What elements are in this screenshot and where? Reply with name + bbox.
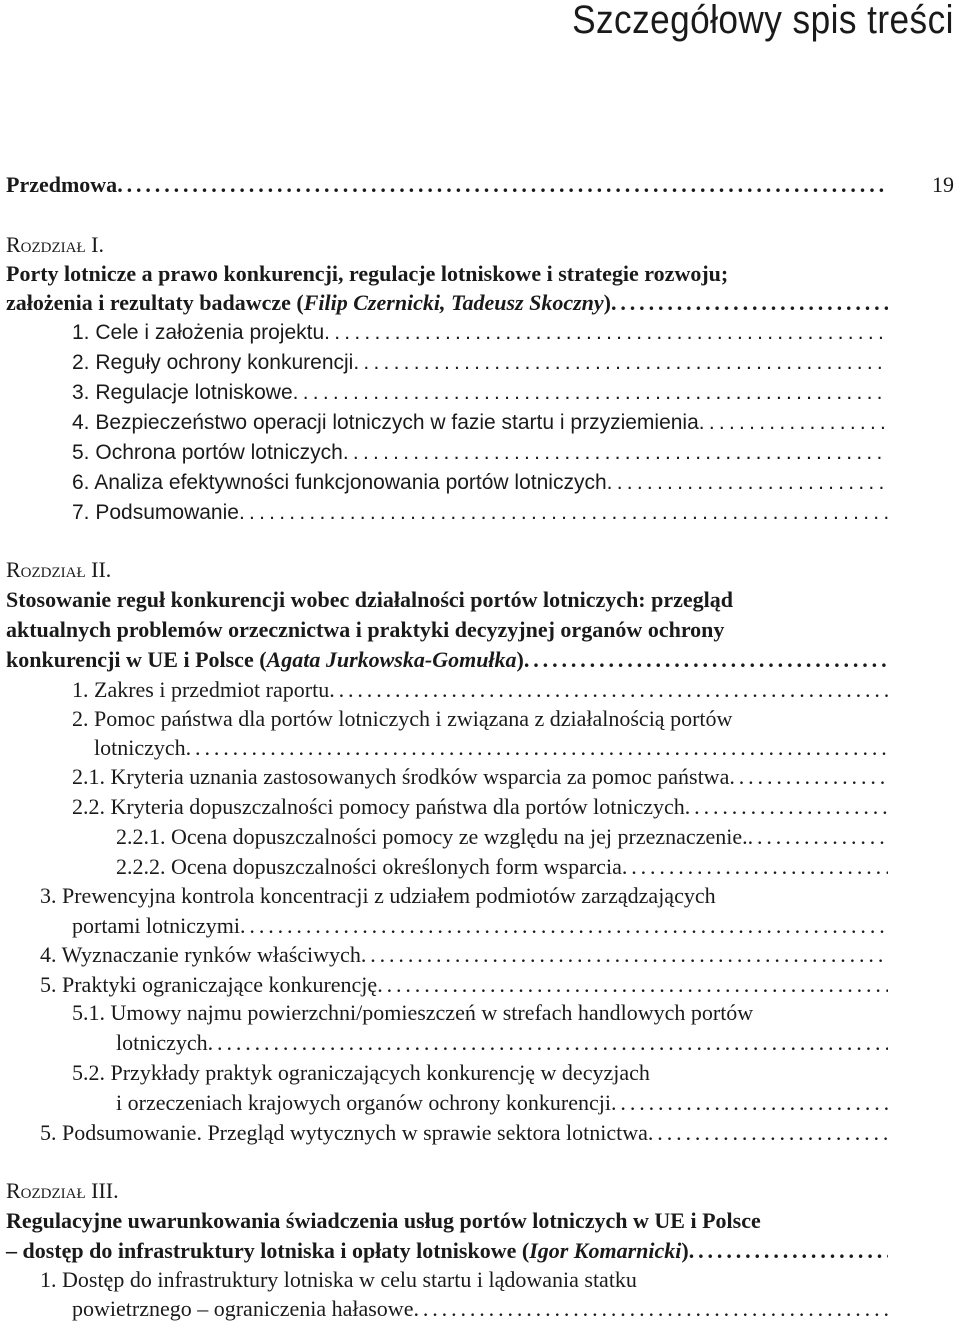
chapter-title-text: konkurencji w UE i Polsce ( (6, 647, 267, 672)
toc-entry[interactable] (72, 468, 888, 498)
chapter-title-line[interactable] (6, 645, 888, 675)
section-label: i orzeczeniach krajowych organów ochrony konkurencji (116, 1090, 612, 1115)
section-label: lotniczych (116, 1030, 208, 1055)
chapter-title-line[interactable]: Stosowanie reguł konkurencji wobec działalności portów lotniczych: przegląd (6, 587, 734, 612)
leader-dots (361, 940, 888, 970)
chapter-title-close: ) (681, 1238, 689, 1263)
toc-entry-continuation[interactable] (72, 1294, 888, 1324)
leader-dots (607, 468, 888, 498)
section-label: Analiza efektywności funkcjonowania portów lotniczych (94, 471, 607, 494)
toc-entry[interactable] (72, 438, 888, 468)
chapter-authors: Agata Jurkowska-Gomułka (266, 647, 517, 672)
section-number: 5.1. (72, 1000, 105, 1025)
chapter-title-line[interactable]: Porty lotnicze a prawo konkurencji, regulacje lotniskowe i strategie rozwoju; (6, 261, 729, 286)
leader-dots (648, 1118, 888, 1148)
toc-entry[interactable] (40, 940, 888, 970)
toc-entry[interactable] (72, 498, 888, 528)
section-number: 1. (72, 321, 90, 344)
leader-dots (324, 318, 888, 348)
leader-dots (689, 1236, 888, 1266)
section-number: 5. (40, 1120, 57, 1145)
section-label: Reguły ochrony konkurencji (95, 351, 354, 374)
toc-entry[interactable] (72, 998, 753, 1028)
toc-entry[interactable] (72, 675, 888, 705)
section-label: Wyznaczanie rynków właściwych (61, 942, 361, 967)
chapter-title-line[interactable] (6, 288, 888, 318)
toc-entry[interactable] (72, 318, 888, 348)
chapter-title-line[interactable] (6, 1236, 888, 1266)
toc-entry[interactable] (72, 792, 888, 822)
chapter-title-text: założenia i rezultaty badawcze ( (6, 290, 304, 315)
leader-dots (729, 762, 888, 792)
section-number: 4. (40, 942, 57, 967)
leader-dots (186, 733, 888, 763)
toc-entry-continuation[interactable] (116, 1088, 888, 1118)
toc-entry[interactable] (116, 822, 888, 852)
leader-dots (353, 348, 888, 378)
section-label: Praktyki ograniczające konkurencję (62, 972, 378, 997)
chapter-heading: Rozdział I. (6, 232, 104, 257)
section-number: 2. (72, 706, 89, 731)
section-number: 5.2. (72, 1060, 105, 1085)
toc-entry[interactable] (72, 1058, 650, 1088)
page-number: 19 (932, 172, 954, 197)
section-label: lotniczych (94, 735, 186, 760)
toc-entry-continuation[interactable] (72, 911, 888, 941)
section-number: 2.1. (72, 764, 105, 789)
leader-dots (117, 170, 888, 200)
leader-dots (413, 1294, 888, 1324)
leader-dots (293, 378, 888, 408)
leader-dots (611, 1088, 888, 1118)
section-number: 2.2. (72, 794, 105, 819)
leader-dots (622, 852, 888, 882)
section-label: Prewencyjna kontrola koncentracji z udziałem podmiotów zarządzających (62, 883, 716, 908)
chapter-title-close: ) (603, 290, 611, 315)
leader-dots (611, 288, 888, 318)
toc-entry[interactable] (40, 1118, 888, 1148)
leader-dots (377, 970, 888, 1000)
chapter-heading: Rozdział III. (6, 1178, 119, 1203)
toc-entry[interactable] (72, 762, 888, 792)
section-number: 1. (72, 677, 89, 702)
chapter-authors: Filip Czernicki, Tadeusz Skoczny (303, 290, 604, 315)
leader-dots (329, 675, 888, 705)
leader-dots (685, 792, 888, 822)
toc-entry[interactable] (40, 881, 716, 911)
section-number: 4. (72, 411, 90, 434)
toc-entry[interactable] (72, 348, 888, 378)
leader-dots (524, 645, 888, 675)
section-label: Bezpieczeństwo operacji lotniczych w fazie startu i przyziemienia (95, 411, 699, 434)
toc-entry-preface[interactable] (6, 170, 888, 200)
leader-dots (699, 408, 888, 438)
chapter-heading: Rozdział II. (6, 557, 112, 582)
section-label: portami lotniczymi (72, 913, 241, 938)
section-label: Podsumowanie (95, 501, 239, 524)
section-label: Ochrona portów lotniczych (95, 441, 343, 464)
leader-dots (239, 498, 888, 528)
section-label: Pomoc państwa dla portów lotniczych i związana z działalnością portów (94, 706, 733, 731)
section-number: 3. (72, 381, 90, 404)
section-label: Ocena dopuszczalności pomocy ze względu na jej przeznaczenie. (171, 824, 748, 849)
section-label: Przykłady praktyk ograniczających konkurencję w decyzjach (110, 1060, 650, 1085)
section-label: Cele i założenia projektu (95, 321, 325, 344)
toc-entry[interactable] (72, 378, 888, 408)
section-label: powietrznego – ograniczenia hałasowe (72, 1296, 414, 1321)
chapter-title-line[interactable]: Regulacyjne uwarunkowania świadczenia usług portów lotniczych w UE i Polsce (6, 1208, 761, 1233)
toc-entry-continuation[interactable] (72, 733, 888, 763)
toc-entry[interactable] (40, 970, 888, 1000)
section-number: 5. (72, 441, 90, 464)
toc-entry-label: Przedmowa (6, 172, 118, 197)
chapter-title-close: ) (516, 647, 524, 672)
toc-entry[interactable] (72, 704, 732, 734)
page-title: Szczegółowy spis treści (572, 0, 954, 42)
section-number: 3. (40, 883, 57, 908)
toc-entry-continuation[interactable] (116, 1028, 888, 1058)
section-number: 2. (72, 351, 90, 374)
section-label: Umowy najmu powierzchni/pomieszczeń w strefach handlowych portów (110, 1000, 754, 1025)
section-label: Dostęp do infrastruktury lotniska w celu startu i lądowania statku (62, 1267, 637, 1292)
chapter-title-text: – dostęp do infrastruktury lotniska i opłaty lotniskowe ( (6, 1238, 530, 1263)
toc-entry[interactable] (116, 852, 888, 882)
section-label: Kryteria uznania zastosowanych środków wsparcia za pomoc państwa (110, 764, 730, 789)
section-label: Podsumowanie. Przegląd wytycznych w sprawie sektora lotnictwa (62, 1120, 648, 1145)
section-number: 1. (40, 1267, 57, 1292)
leader-dots (343, 438, 888, 468)
leader-dots (748, 822, 888, 852)
toc-entry[interactable] (72, 408, 888, 438)
section-number: 5. (40, 972, 57, 997)
toc-entry[interactable] (40, 1265, 637, 1295)
section-label: Zakres i przedmiot raportu (94, 677, 330, 702)
section-label: Ocena dopuszczalności określonych form wsparcia (171, 854, 622, 879)
section-number: 7. (72, 501, 90, 524)
leader-dots (240, 911, 888, 941)
chapter-authors: Igor Komarnicki (529, 1238, 682, 1263)
leader-dots (208, 1028, 888, 1058)
section-number: 2.2.1. (116, 824, 166, 849)
chapter-title-line[interactable]: aktualnych problemów orzecznictwa i praktyki decyzyjnej organów ochrony (6, 617, 725, 642)
section-label: Regulacje lotniskowe (95, 381, 293, 404)
section-number: 6. (72, 471, 90, 494)
section-label: Kryteria dopuszczalności pomocy państwa dla portów lotniczych (110, 794, 685, 819)
section-number: 2.2.2. (116, 854, 166, 879)
